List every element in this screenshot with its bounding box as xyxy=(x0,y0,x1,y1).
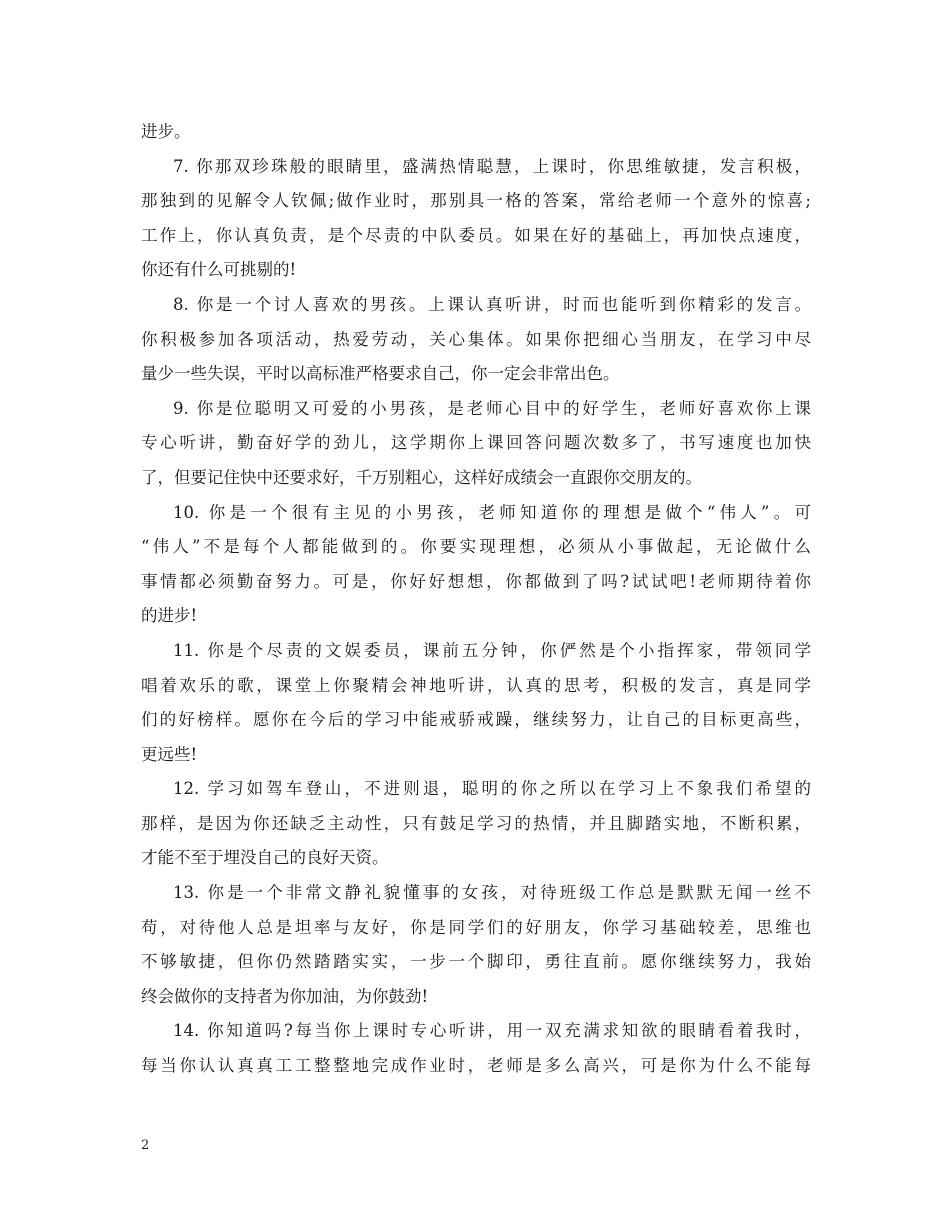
text-line: 11. 你是个尽责的文娱委员，课前五分钟，你俨然是个小指挥家，带领同学 xyxy=(173,640,811,660)
text-line: 你还有什么可挑剔的! xyxy=(141,260,297,280)
text-line: 13. 你是一个非常文静礼貌懂事的女孩，对待班级工作总是默默无闻一丝不 xyxy=(173,883,811,903)
text-line: 7. 你那双珍珠般的眼睛里，盛满热情聪慧，上课时，你思维敏捷，发言积极， xyxy=(173,156,811,176)
text-line: 才能不至于埋没自己的良好天资。 xyxy=(141,848,389,868)
text-line: 工作上，你认真负责，是个尽责的中队委员。如果在好的基础上，再加快点速度， xyxy=(141,225,811,245)
text-line: 12. 学习如驾车登山，不进则退，聪明的你之所以在学习上不象我们希望的 xyxy=(173,779,811,799)
text-line: 不够敏捷，但你仍然踏踏实实，一步一个脚印，勇往直前。愿你继续努力，我始 xyxy=(141,952,811,972)
text-line: 那样，是因为你还缺乏主动性，只有鼓足学习的热情，并且脚踏实地，不断积累， xyxy=(141,813,811,833)
text-line: 唱着欢乐的歌，课堂上你聚精会神地听讲，认真的思考，积极的发言，真是同学 xyxy=(141,675,811,695)
text-line: 苟，对待他人总是坦率与友好，你是同学们的好朋友，你学习基础较差，思维也 xyxy=(141,917,811,937)
text-line: 进步。 xyxy=(141,122,191,141)
text-line: 那独到的见解令人钦佩;做作业时，那别具一格的答案，常给老师一个意外的惊喜; xyxy=(141,191,811,211)
text-line: 你积极参加各项活动，热爱劳动，关心集体。如果你把细心当朋友，在学习中尽 xyxy=(141,329,811,349)
text-line: “伟人”不是每个人都能做到的。你要实现理想，必须从小事做起，无论做什么 xyxy=(141,537,811,557)
text-line: 每当你认认真真工工整整地完成作业时，老师是多么高兴，可是你为什么不能每 xyxy=(141,1056,811,1076)
text-line: 的进步! xyxy=(141,606,198,626)
text-line: 事情都必须勤奋努力。可是，你好好想想，你都做到了吗?试试吧!老师期待着你 xyxy=(141,571,811,591)
text-line: 9. 你是位聪明又可爱的小男孩，是老师心目中的好学生，老师好喜欢你上课 xyxy=(173,398,811,418)
text-line: 更远些! xyxy=(141,744,198,764)
text-line: 们的好榜样。愿你在今后的学习中能戒骄戒躁，继续努力，让自己的目标更高些， xyxy=(141,710,811,730)
text-line: 10. 你是一个很有主见的小男孩，老师知道你的理想是做个“伟人”。可 xyxy=(173,502,811,522)
text-line: 了，但要记住快中还要求好，千万别粗心，这样好成绩会一直跟你交朋友的。 xyxy=(141,467,702,487)
page-number: 2 xyxy=(141,1138,150,1153)
text-line: 专心听讲，勤奋好学的劲儿，这学期你上课回答问题次数多了，书写速度也加快 xyxy=(141,433,811,453)
text-line: 量少一些失误，平时以高标准严格要求自己，你一定会非常出色。 xyxy=(141,364,620,384)
text-line: 终会做你的支持者为你加油，为你鼓劲! xyxy=(141,986,429,1006)
text-line: 14. 你知道吗?每当你上课时专心听讲，用一双充满求知欲的眼睛看着我时， xyxy=(173,1021,811,1041)
document-body xyxy=(141,115,811,1084)
text-line: 8. 你是一个讨人喜欢的男孩。上课认真听讲，时而也能听到你精彩的发言。 xyxy=(173,294,811,314)
